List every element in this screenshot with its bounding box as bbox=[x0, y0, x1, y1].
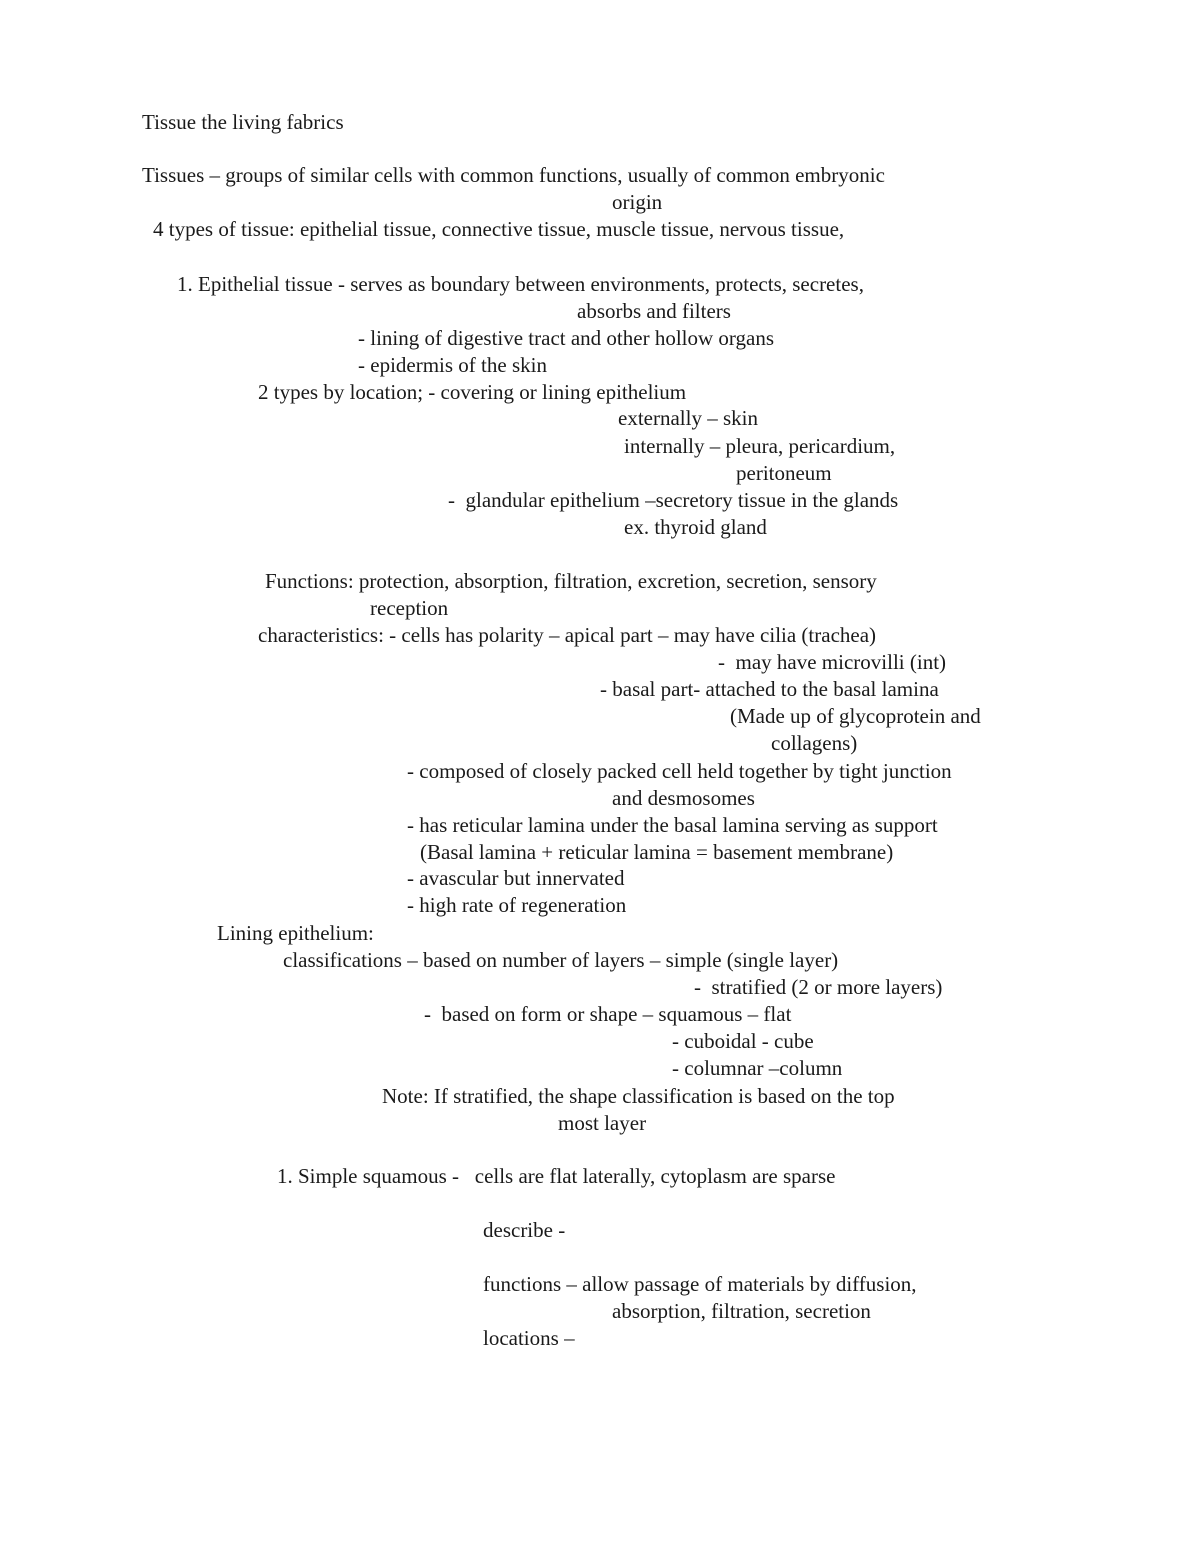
text-line: 1. Epithelial tissue - serves as boundary between environments, protects, secretes, bbox=[177, 272, 864, 296]
text-line: characteristics: - cells has polarity – apical part – may have cilia (trachea) bbox=[258, 623, 877, 647]
text-line: - basal part- attached to the basal lamina bbox=[600, 677, 939, 701]
text-line: - based on form or shape – squamous – flat bbox=[424, 1002, 792, 1026]
text-line: reception bbox=[370, 596, 449, 620]
text-line: - high rate of regeneration bbox=[407, 893, 627, 917]
text-line: absorbs and filters bbox=[577, 299, 731, 323]
text-line: Functions: protection, absorption, filtration, excretion, secretion, sensory bbox=[265, 569, 877, 593]
document-title: Tissue the living fabrics bbox=[142, 110, 344, 134]
text-line: locations – bbox=[483, 1326, 575, 1350]
text-line: - cuboidal - cube bbox=[672, 1029, 814, 1053]
text-line: - stratified (2 or more layers) bbox=[694, 975, 943, 999]
text-line: - has reticular lamina under the basal lamina serving as support bbox=[407, 813, 938, 837]
text-line: - avascular but innervated bbox=[407, 866, 625, 890]
text-line: - composed of closely packed cell held together by tight junction bbox=[407, 759, 952, 783]
text-line: - epidermis of the skin bbox=[358, 353, 547, 377]
text-line: classifications – based on number of layers – simple (single layer) bbox=[283, 948, 839, 972]
text-line: 2 types by location; - covering or lining epithelium bbox=[258, 380, 687, 404]
text-line: 1. Simple squamous - cells are flat laterally, cytoplasm are sparse bbox=[277, 1164, 836, 1188]
text-line: Lining epithelium: bbox=[217, 921, 374, 945]
text-line: absorption, filtration, secretion bbox=[612, 1299, 871, 1323]
text-line: origin bbox=[612, 190, 663, 214]
text-line: (Basal lamina + reticular lamina = basement membrane) bbox=[420, 840, 894, 864]
text-line: Tissues – groups of similar cells with common functions, usually of common embryonic bbox=[142, 163, 885, 187]
text-line: externally – skin bbox=[618, 406, 758, 430]
text-line: ex. thyroid gland bbox=[624, 515, 767, 539]
text-line: most layer bbox=[558, 1111, 647, 1135]
text-line: collagens) bbox=[771, 731, 858, 755]
text-line: - columnar –column bbox=[672, 1056, 843, 1080]
text-line: - glandular epithelium –secretory tissue in the glands bbox=[448, 488, 899, 512]
text-line: - lining of digestive tract and other hollow organs bbox=[358, 326, 775, 350]
text-line: (Made up of glycoprotein and bbox=[730, 704, 981, 728]
text-line: - may have microvilli (int) bbox=[718, 650, 947, 674]
text-line: functions – allow passage of materials by diffusion, bbox=[483, 1272, 917, 1296]
text-line: and desmosomes bbox=[612, 786, 755, 810]
text-line: 4 types of tissue: epithelial tissue, connective tissue, muscle tissue, nervous tissue, bbox=[153, 217, 845, 241]
text-line: peritoneum bbox=[736, 461, 832, 485]
text-line: internally – pleura, pericardium, bbox=[624, 434, 896, 458]
text-line: describe - bbox=[483, 1218, 566, 1242]
text-line: Note: If stratified, the shape classification is based on the top bbox=[382, 1084, 895, 1108]
